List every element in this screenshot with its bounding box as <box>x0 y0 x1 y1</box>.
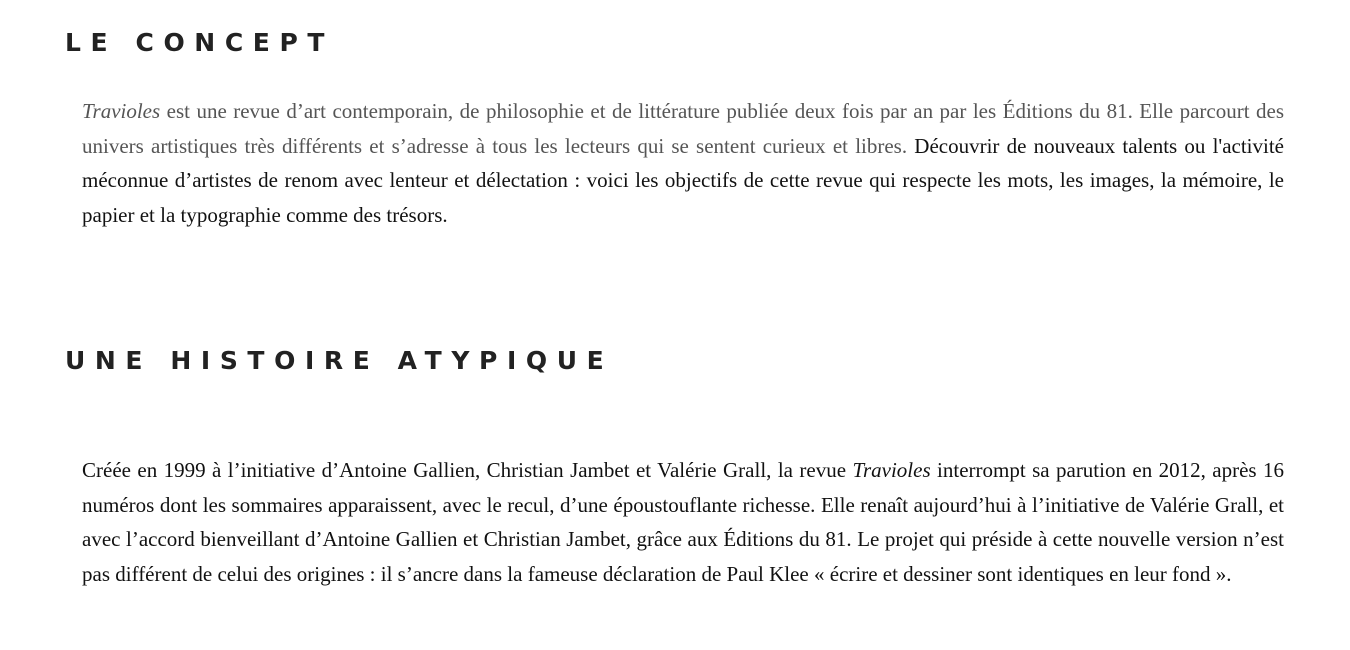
revue-name-italic: Travioles <box>852 458 931 482</box>
concept-text-part-1: est une revue d’art contemporain, de philosophie et de littérature publiée deux fois par an par les Éditions du 81. Elle parcourt des univers artistiques très différents et s’adresse à tous les lecteurs qui se sentent curieux et libres. <box>82 99 1284 158</box>
concept-paragraph <box>82 94 1284 233</box>
section-title-histoire: UNE HISTOIRE ATYPIQUE <box>65 346 614 375</box>
section-title-concept: LE CONCEPT <box>65 28 335 57</box>
histoire-text-part-2: interrompt sa parution en 2012, après 16 numéros dont les sommaires apparaissent, avec le recul, d’une époustouflante richesse. Elle renaît aujourd’hui à l’initiative de Valérie Grall, et avec l’accord bienveillant d’Antoine Gallien et Christian Jambet, grâce aux Éditions du 81. Le projet qui préside à cette nouvelle version n’est pas différent de celui des origines : il s’ancre dans la fameuse déclaration de Paul Klee « écrire et dessiner sont identiques en leur fond ». <box>82 458 1284 587</box>
revue-name-italic: Travioles <box>82 99 161 123</box>
concept-text-part-2: Découvrir de nouveaux talents ou l'activité méconnue d’artistes de renom avec lenteur et délectation : voici les objectifs de cette revue qui respecte les mots, les images, la mémoire, le papier et la typographie comme des trésors. <box>82 133 1284 228</box>
histoire-paragraph <box>82 453 1284 592</box>
histoire-text-part-1: Créée en 1999 à l’initiative d’Antoine Gallien, Christian Jambet et Valérie Grall, la revue <box>82 458 853 482</box>
